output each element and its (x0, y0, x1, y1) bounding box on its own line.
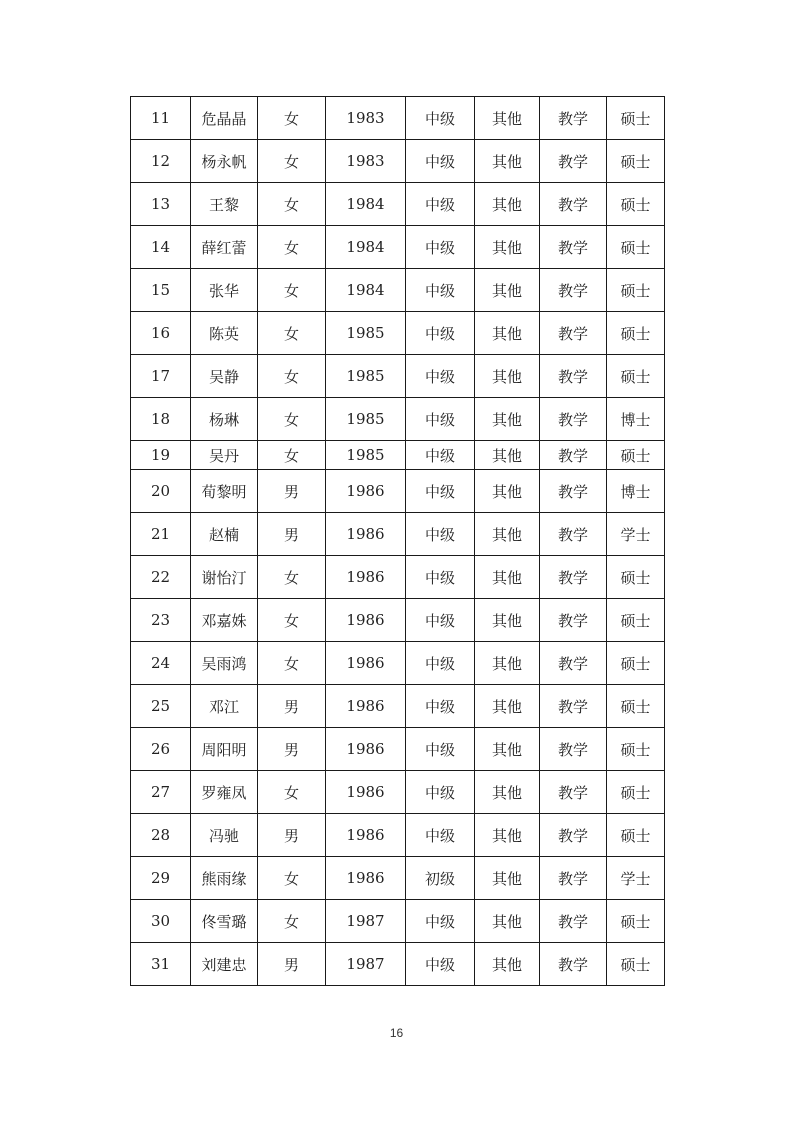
cell-name: 刘建忠 (191, 943, 258, 986)
staff-table (130, 96, 665, 986)
table-row (131, 685, 665, 728)
cell-name: 佟雪璐 (191, 900, 258, 943)
cell-name: 周阳明 (191, 728, 258, 771)
cell-name: 薛红蕾 (191, 226, 258, 269)
cell-post: 教学 (540, 943, 607, 986)
cell-title: 中级 (406, 642, 475, 685)
cell-year: 1984 (326, 269, 406, 312)
cell-category: 其他 (475, 140, 540, 183)
cell-no: 20 (131, 470, 191, 513)
cell-year: 1985 (326, 355, 406, 398)
table-row (131, 599, 665, 642)
table-row (131, 771, 665, 814)
cell-title: 中级 (406, 398, 475, 441)
cell-degree: 硕士 (607, 355, 665, 398)
cell-post: 教学 (540, 183, 607, 226)
cell-no: 17 (131, 355, 191, 398)
cell-degree: 博士 (607, 398, 665, 441)
cell-title: 中级 (406, 97, 475, 140)
cell-gender: 女 (258, 441, 326, 470)
cell-post: 教学 (540, 441, 607, 470)
cell-no: 11 (131, 97, 191, 140)
cell-gender: 男 (258, 728, 326, 771)
cell-year: 1986 (326, 513, 406, 556)
cell-no: 16 (131, 312, 191, 355)
table-row (131, 470, 665, 513)
cell-gender: 女 (258, 97, 326, 140)
cell-no: 21 (131, 513, 191, 556)
cell-title: 中级 (406, 728, 475, 771)
page-number: 16 (389, 1026, 404, 1040)
cell-year: 1986 (326, 857, 406, 900)
cell-no: 19 (131, 441, 191, 470)
cell-post: 教学 (540, 355, 607, 398)
cell-year: 1986 (326, 642, 406, 685)
cell-category: 其他 (475, 857, 540, 900)
cell-gender: 女 (258, 599, 326, 642)
cell-category: 其他 (475, 599, 540, 642)
cell-year: 1986 (326, 771, 406, 814)
cell-title: 中级 (406, 470, 475, 513)
table-row (131, 642, 665, 685)
cell-name: 危晶晶 (191, 97, 258, 140)
cell-title: 中级 (406, 140, 475, 183)
table-row (131, 226, 665, 269)
cell-degree: 学士 (607, 857, 665, 900)
cell-category: 其他 (475, 513, 540, 556)
cell-category: 其他 (475, 556, 540, 599)
table-row (131, 398, 665, 441)
cell-gender: 男 (258, 470, 326, 513)
cell-gender: 女 (258, 226, 326, 269)
cell-year: 1986 (326, 470, 406, 513)
table-row (131, 312, 665, 355)
cell-post: 教学 (540, 771, 607, 814)
cell-no: 30 (131, 900, 191, 943)
table-row (131, 269, 665, 312)
cell-category: 其他 (475, 685, 540, 728)
cell-post: 教学 (540, 226, 607, 269)
cell-post: 教学 (540, 556, 607, 599)
cell-title: 中级 (406, 226, 475, 269)
table-row (131, 441, 665, 470)
cell-gender: 女 (258, 857, 326, 900)
cell-title: 中级 (406, 355, 475, 398)
cell-gender: 女 (258, 140, 326, 183)
cell-name: 邓江 (191, 685, 258, 728)
cell-no: 23 (131, 599, 191, 642)
cell-name: 谢怡汀 (191, 556, 258, 599)
cell-year: 1985 (326, 312, 406, 355)
cell-degree: 硕士 (607, 642, 665, 685)
table-row (131, 900, 665, 943)
cell-no: 15 (131, 269, 191, 312)
cell-year: 1985 (326, 398, 406, 441)
cell-category: 其他 (475, 269, 540, 312)
table-row (131, 513, 665, 556)
cell-degree: 硕士 (607, 900, 665, 943)
cell-year: 1986 (326, 814, 406, 857)
cell-name: 吴丹 (191, 441, 258, 470)
cell-title: 中级 (406, 900, 475, 943)
cell-no: 14 (131, 226, 191, 269)
cell-post: 教学 (540, 642, 607, 685)
cell-gender: 男 (258, 943, 326, 986)
cell-post: 教学 (540, 470, 607, 513)
cell-no: 24 (131, 642, 191, 685)
cell-category: 其他 (475, 642, 540, 685)
cell-no: 26 (131, 728, 191, 771)
cell-name: 吴静 (191, 355, 258, 398)
cell-year: 1983 (326, 97, 406, 140)
cell-post: 教学 (540, 312, 607, 355)
cell-title: 中级 (406, 771, 475, 814)
table-row (131, 857, 665, 900)
cell-title: 中级 (406, 556, 475, 599)
cell-degree: 硕士 (607, 312, 665, 355)
cell-gender: 女 (258, 556, 326, 599)
cell-no: 13 (131, 183, 191, 226)
cell-gender: 女 (258, 269, 326, 312)
cell-category: 其他 (475, 97, 540, 140)
cell-name: 赵楠 (191, 513, 258, 556)
cell-degree: 硕士 (607, 183, 665, 226)
cell-year: 1986 (326, 728, 406, 771)
table-row (131, 355, 665, 398)
cell-gender: 女 (258, 312, 326, 355)
cell-degree: 硕士 (607, 728, 665, 771)
cell-category: 其他 (475, 728, 540, 771)
cell-degree: 硕士 (607, 771, 665, 814)
cell-category: 其他 (475, 226, 540, 269)
cell-gender: 女 (258, 771, 326, 814)
cell-post: 教学 (540, 685, 607, 728)
cell-gender: 男 (258, 685, 326, 728)
cell-category: 其他 (475, 183, 540, 226)
cell-year: 1985 (326, 441, 406, 470)
cell-name: 邓嘉姝 (191, 599, 258, 642)
cell-post: 教学 (540, 857, 607, 900)
cell-name: 吴雨鸿 (191, 642, 258, 685)
cell-category: 其他 (475, 814, 540, 857)
cell-post: 教学 (540, 398, 607, 441)
cell-degree: 硕士 (607, 226, 665, 269)
cell-post: 教学 (540, 814, 607, 857)
cell-name: 荀黎明 (191, 470, 258, 513)
cell-no: 25 (131, 685, 191, 728)
cell-title: 中级 (406, 685, 475, 728)
cell-gender: 女 (258, 642, 326, 685)
cell-degree: 硕士 (607, 943, 665, 986)
cell-year: 1983 (326, 140, 406, 183)
table-row (131, 97, 665, 140)
cell-name: 张华 (191, 269, 258, 312)
cell-degree: 硕士 (607, 685, 665, 728)
cell-year: 1986 (326, 599, 406, 642)
cell-gender: 女 (258, 183, 326, 226)
cell-name: 王黎 (191, 183, 258, 226)
cell-no: 22 (131, 556, 191, 599)
cell-name: 陈英 (191, 312, 258, 355)
cell-year: 1986 (326, 556, 406, 599)
cell-post: 教学 (540, 599, 607, 642)
cell-year: 1984 (326, 183, 406, 226)
cell-title: 中级 (406, 269, 475, 312)
cell-gender: 女 (258, 355, 326, 398)
cell-year: 1987 (326, 900, 406, 943)
table-row (131, 183, 665, 226)
cell-year: 1987 (326, 943, 406, 986)
cell-title: 中级 (406, 183, 475, 226)
cell-title: 中级 (406, 441, 475, 470)
cell-category: 其他 (475, 900, 540, 943)
cell-degree: 硕士 (607, 269, 665, 312)
cell-category: 其他 (475, 441, 540, 470)
cell-no: 12 (131, 140, 191, 183)
cell-no: 18 (131, 398, 191, 441)
cell-category: 其他 (475, 312, 540, 355)
cell-name: 杨琳 (191, 398, 258, 441)
table-row (131, 140, 665, 183)
cell-degree: 硕士 (607, 814, 665, 857)
cell-degree: 博士 (607, 470, 665, 513)
cell-degree: 硕士 (607, 97, 665, 140)
table-row (131, 943, 665, 986)
cell-degree: 硕士 (607, 599, 665, 642)
table-row (131, 556, 665, 599)
cell-post: 教学 (540, 900, 607, 943)
cell-name: 杨永帆 (191, 140, 258, 183)
cell-no: 31 (131, 943, 191, 986)
cell-gender: 女 (258, 900, 326, 943)
cell-post: 教学 (540, 269, 607, 312)
cell-no: 29 (131, 857, 191, 900)
cell-degree: 学士 (607, 513, 665, 556)
cell-degree: 硕士 (607, 140, 665, 183)
cell-title: 初级 (406, 857, 475, 900)
cell-name: 冯驰 (191, 814, 258, 857)
cell-year: 1986 (326, 685, 406, 728)
cell-degree: 硕士 (607, 556, 665, 599)
table-row (131, 814, 665, 857)
cell-category: 其他 (475, 398, 540, 441)
table-row (131, 728, 665, 771)
staff-table-body (131, 97, 665, 986)
cell-post: 教学 (540, 97, 607, 140)
cell-title: 中级 (406, 312, 475, 355)
cell-title: 中级 (406, 814, 475, 857)
cell-name: 罗雍凤 (191, 771, 258, 814)
cell-post: 教学 (540, 728, 607, 771)
cell-no: 28 (131, 814, 191, 857)
cell-name: 熊雨缘 (191, 857, 258, 900)
cell-category: 其他 (475, 771, 540, 814)
cell-degree: 硕士 (607, 441, 665, 470)
cell-title: 中级 (406, 599, 475, 642)
cell-category: 其他 (475, 470, 540, 513)
cell-title: 中级 (406, 513, 475, 556)
cell-category: 其他 (475, 355, 540, 398)
cell-post: 教学 (540, 140, 607, 183)
cell-gender: 男 (258, 814, 326, 857)
cell-year: 1984 (326, 226, 406, 269)
cell-gender: 男 (258, 513, 326, 556)
cell-post: 教学 (540, 513, 607, 556)
cell-title: 中级 (406, 943, 475, 986)
cell-category: 其他 (475, 943, 540, 986)
cell-gender: 女 (258, 398, 326, 441)
cell-no: 27 (131, 771, 191, 814)
